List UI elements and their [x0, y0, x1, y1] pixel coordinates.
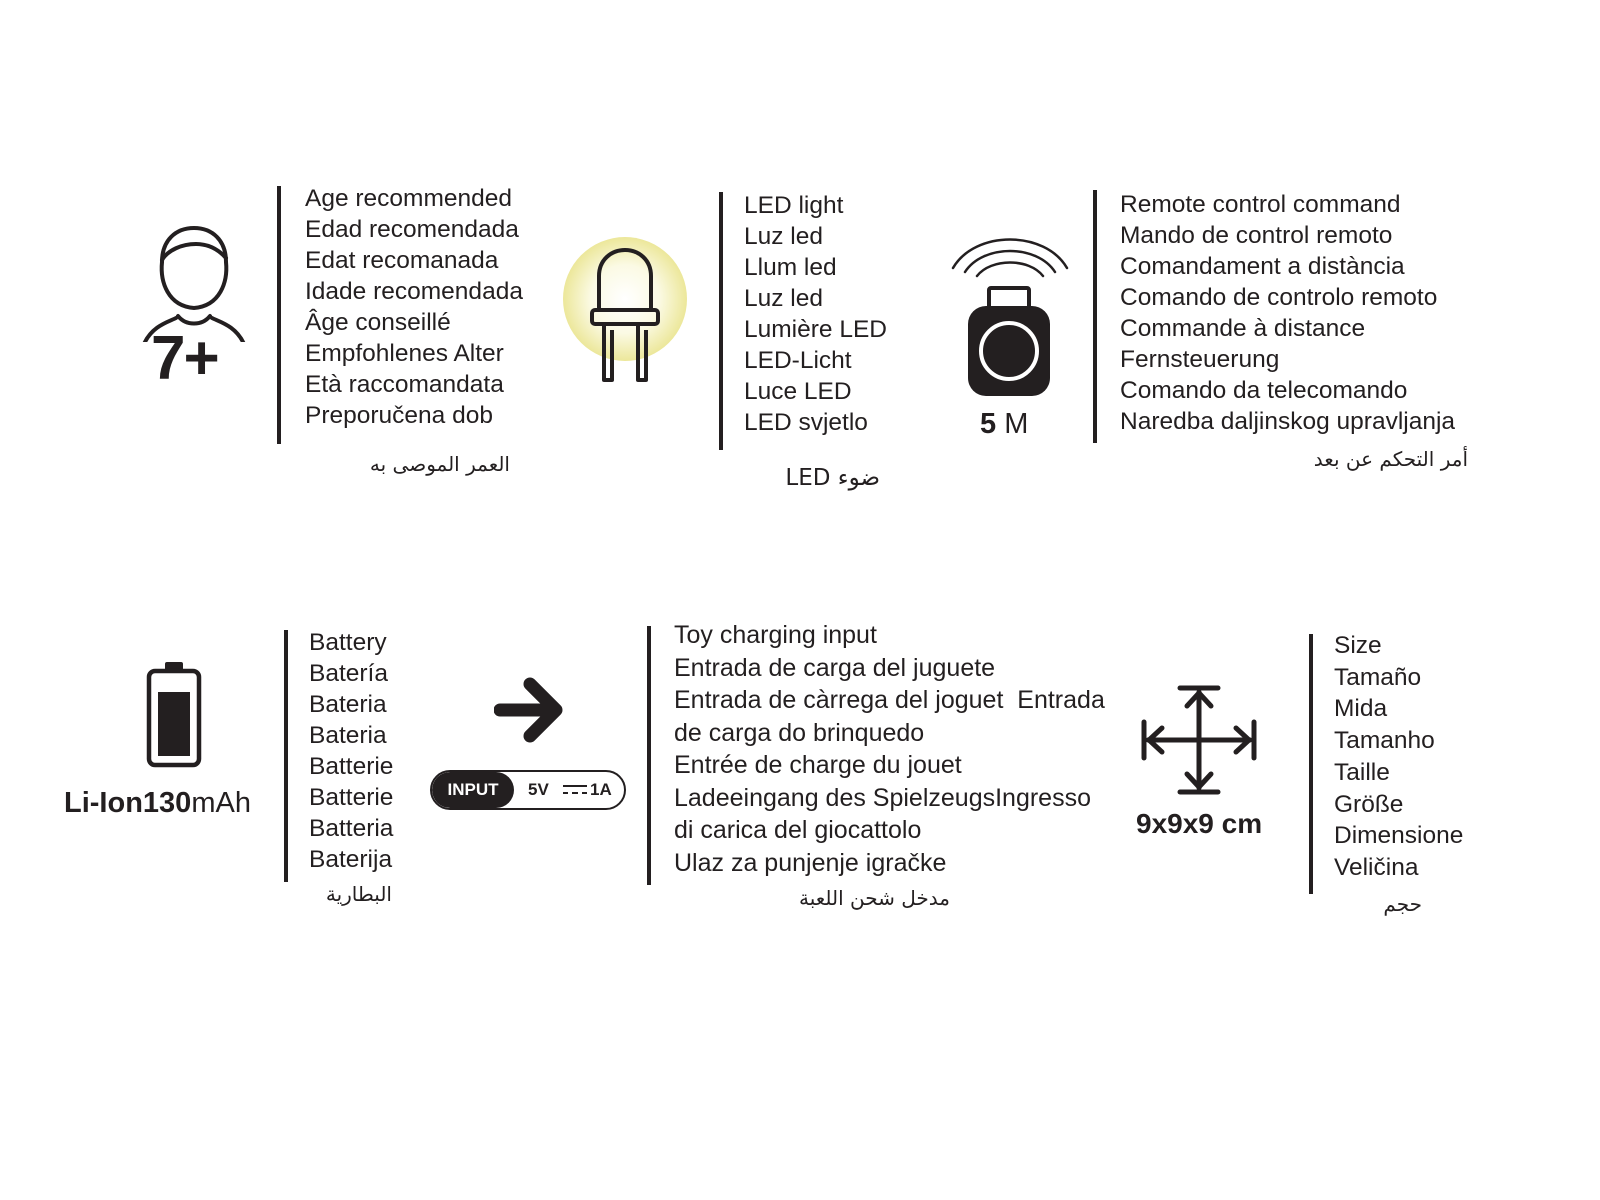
list-item: Tamaño: [1334, 663, 1422, 691]
list-item: Batterie: [309, 784, 394, 811]
input-spec-pill: [430, 770, 626, 810]
age-arabic: العمر الموصى به: [369, 452, 510, 476]
battery-spec: [64, 787, 251, 820]
list-item: Batería: [309, 660, 388, 687]
list-item: Dimensione: [1334, 822, 1464, 850]
list-item: Comando da telecomando: [1120, 377, 1408, 404]
list-item: Lumière LED: [744, 316, 887, 343]
list-item: Mida: [1334, 695, 1388, 723]
list-item: Fernsteuerung: [1120, 346, 1280, 373]
age-badge: 7+: [151, 324, 218, 393]
dc-symbol-icon: [563, 784, 587, 796]
list-item: Comandament a distància: [1120, 253, 1405, 280]
input-label: INPUT: [432, 772, 514, 808]
list-item: de carga do brinquedo: [674, 718, 925, 747]
led-divider: [719, 192, 723, 450]
list-item: Size: [1334, 632, 1382, 659]
list-item: Remote control command: [1120, 191, 1401, 218]
remote-range-value: 5: [980, 408, 997, 440]
remote-labels: [1120, 189, 1455, 437]
age-labels: [305, 183, 523, 431]
led-bulb-icon: [560, 234, 690, 384]
battery-capacity-unit: mAh: [191, 787, 251, 819]
list-item: Commande à distance: [1120, 315, 1366, 342]
list-item: Età raccomandata: [305, 371, 504, 398]
size-dimensions: 9x9x9 cm: [1136, 808, 1263, 839]
charging-text: [674, 619, 1105, 879]
list-item: Llum led: [744, 254, 837, 281]
list-item: Age recommended: [305, 185, 513, 212]
input-current: 1A: [590, 780, 612, 799]
list-item: Entrée de charge du jouet: [674, 751, 962, 779]
list-item: Luce LED: [744, 378, 852, 405]
size-arabic: حجم: [1383, 892, 1422, 916]
list-item: Edad recomendada: [305, 216, 519, 243]
battery-icon: [144, 660, 204, 770]
remote-range: [980, 408, 1028, 441]
age-divider: [277, 186, 281, 444]
charging-arabic: مدخل شحن اللعبة: [798, 886, 950, 910]
list-item: Taille: [1334, 758, 1390, 786]
charging-divider: [647, 626, 651, 885]
list-item: Größe: [1334, 790, 1404, 818]
list-item: Bateria: [309, 722, 387, 749]
size-divider: [1309, 634, 1313, 894]
list-item: Batterie: [309, 753, 394, 780]
list-item: Luz led: [744, 223, 824, 250]
list-item: Mando de control remoto: [1120, 222, 1393, 249]
list-item: Veličina: [1334, 853, 1419, 881]
list-item: Naredba daljinskog upravljanja: [1120, 408, 1456, 435]
list-item: Bateria: [309, 691, 387, 718]
list-item: LED light: [744, 192, 844, 219]
list-item: LED-Licht: [744, 347, 852, 374]
list-item: Ladeeingang des SpielzeugsIngresso: [674, 783, 1091, 812]
battery-capacity-value: 130: [142, 787, 192, 819]
list-item: Tamanho: [1334, 727, 1435, 755]
list-item: Âge conseillé: [305, 309, 451, 336]
remote-range-unit: M: [1004, 408, 1029, 440]
list-item: Empfohlenes Alter: [305, 340, 504, 367]
list-item: Baterija: [309, 846, 393, 873]
remote-signal-icon: [945, 222, 1075, 402]
list-item: Entrada de càrrega del joguet Entrada: [674, 686, 1105, 714]
battery-type: Li-Ion: [64, 787, 143, 819]
size-labels: [1334, 630, 1463, 884]
arrow-right-icon: [494, 674, 566, 746]
list-item: Ulaz za punjenje igračke: [674, 848, 947, 877]
list-item: Entrada de carga del juguete: [674, 653, 996, 682]
list-item: LED svjetlo: [744, 409, 868, 436]
remote-divider: [1093, 190, 1097, 443]
list-item: di carica del giocattolo: [674, 816, 922, 844]
list-item: Batteria: [309, 815, 394, 842]
led-arabic: ضوء LED: [785, 465, 880, 491]
four-way-arrows-icon: [1140, 684, 1258, 796]
list-item: Preporučena dob: [305, 402, 493, 429]
input-voltage: 5V: [528, 780, 549, 799]
list-item: Battery: [309, 629, 387, 656]
list-item: Toy charging input: [674, 621, 877, 649]
list-item: Edat recomanada: [305, 247, 499, 274]
list-item: Luz led: [744, 285, 824, 312]
battery-arabic: البطارية: [325, 882, 392, 906]
battery-divider: [284, 630, 288, 882]
led-labels: [744, 190, 887, 438]
age-block: [138, 222, 250, 398]
battery-labels: [309, 627, 393, 875]
list-item: Comando de controlo remoto: [1120, 284, 1438, 311]
list-item: Idade recomendada: [305, 278, 523, 305]
remote-arabic: أمر التحكم عن بعد: [1313, 447, 1468, 471]
